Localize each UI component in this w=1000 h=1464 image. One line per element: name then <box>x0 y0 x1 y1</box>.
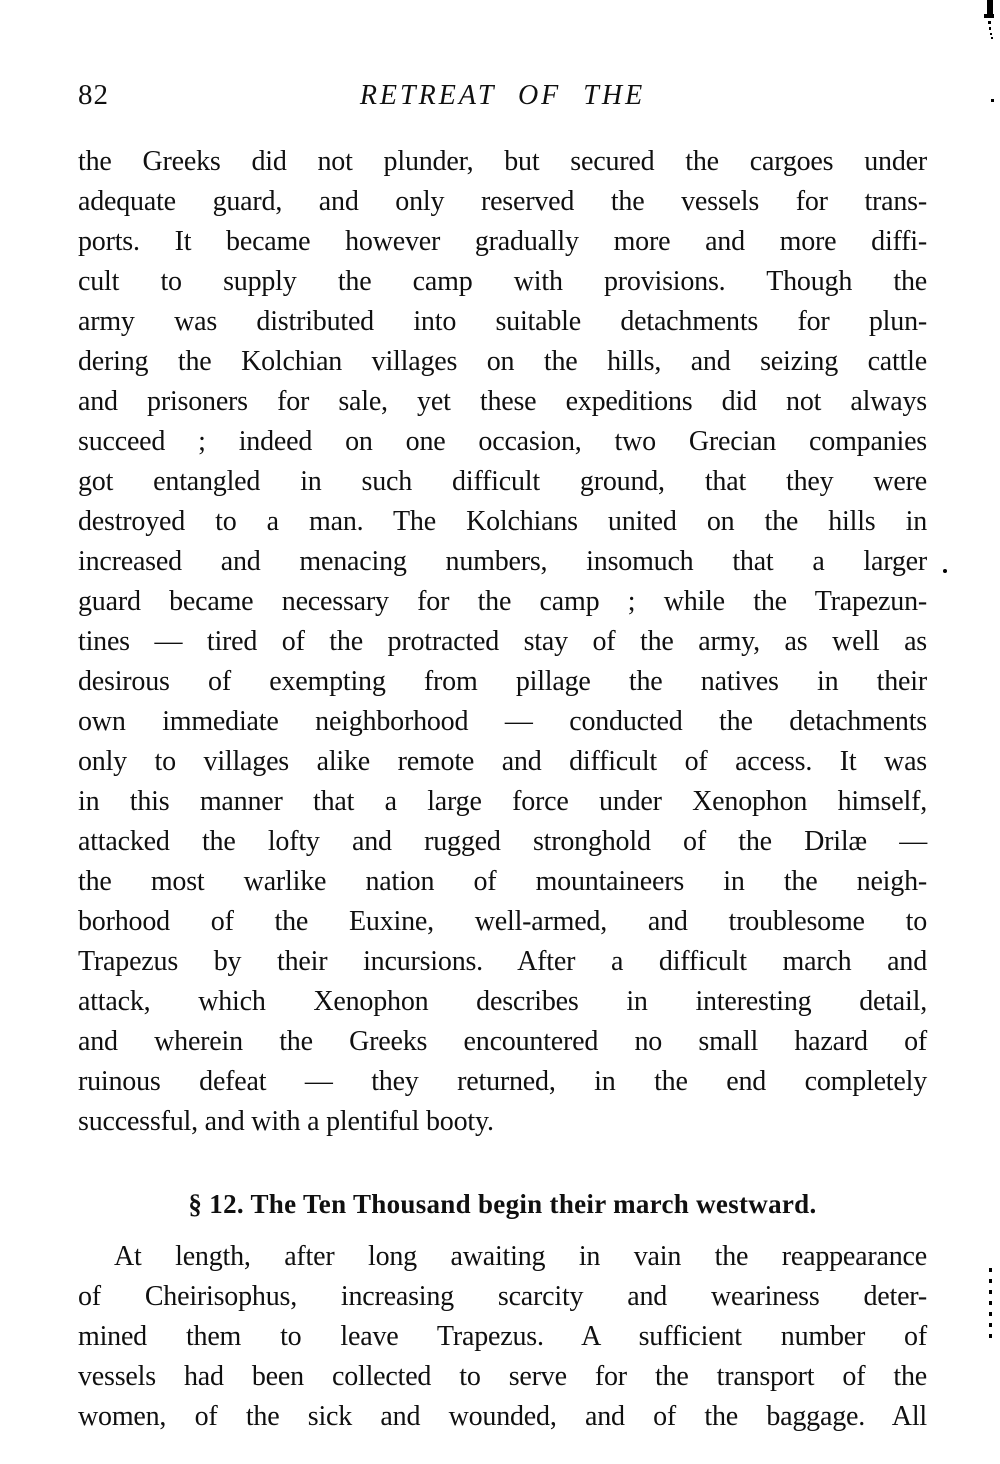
scan-ink-blob-artifact <box>984 14 994 18</box>
page-body <box>78 142 927 1437</box>
paragraph-1 <box>78 142 927 1142</box>
text-line: attack, which Xenophon describes in interesting detail, <box>78 986 927 1017</box>
page-header <box>78 79 927 113</box>
text-line: only to villages alike remote and difficult of access. It was <box>78 746 927 777</box>
text-line: attacked the lofty and rugged stronghold of the Drilæ — <box>78 826 927 857</box>
text-line: increased and menacing numbers, insomuch that a larger <box>78 546 927 577</box>
paragraph-2 <box>78 1237 927 1437</box>
section-heading: § 12. The Ten Thousand begin their march westward. <box>188 1189 817 1219</box>
text-line: destroyed to a man. The Kolchians united on the hills in <box>78 506 927 537</box>
text-line: At length, after long awaiting in vain the reappearance <box>114 1241 927 1272</box>
text-line: tines — tired of the protracted stay of the army, as well as <box>78 626 927 657</box>
text-line: army was distributed into suitable detachments for plun- <box>78 306 927 337</box>
text-line: cult to supply the camp with provisions. Though the <box>78 266 927 297</box>
scan-dashed-line-artifact <box>989 1268 992 1340</box>
text-line: successful, and with a plentiful booty. <box>78 1106 494 1137</box>
text-line: ports. It became however gradually more and more diffi- <box>78 226 927 257</box>
scan-speck-artifact <box>943 569 947 573</box>
scan-speck-artifact <box>991 37 993 39</box>
text-line: desirous of exempting from pillage the natives in their <box>78 666 927 697</box>
text-line: women, of the sick and wounded, and of the baggage. All <box>78 1401 927 1432</box>
text-line: and wherein the Greeks encountered no small hazard of <box>78 1026 927 1057</box>
scan-speck-artifact <box>990 33 992 35</box>
text-line: guard became necessary for the camp ; while the Trapezun- <box>78 586 927 617</box>
running-header-title: RETREAT OF THE <box>359 80 646 111</box>
text-line: ruinous defeat — they returned, in the end completely <box>78 1066 927 1097</box>
text-line: vessels had been collected to serve for the transport of the <box>78 1361 927 1392</box>
text-line: the Greeks did not plunder, but secured the cargoes under <box>78 146 927 177</box>
text-line: got entangled in such difficult ground, that they were <box>78 466 927 497</box>
text-line: borhood of the Euxine, well-armed, and troublesome to <box>78 906 927 937</box>
scan-speck-artifact <box>991 99 994 102</box>
text-line: of Cheirisophus, increasing scarcity and weariness deter- <box>78 1281 927 1312</box>
scan-ink-blob-artifact <box>987 0 993 15</box>
text-line: dering the Kolchian villages on the hills, and seizing cattle <box>78 346 927 377</box>
text-line: succeed ; indeed on one occasion, two Grecian companies <box>78 426 927 457</box>
scan-speck-artifact <box>988 21 991 24</box>
text-line: mined them to leave Trapezus. A sufficient number of <box>78 1321 927 1352</box>
text-line: and prisoners for sale, yet these expeditions did not always <box>78 386 927 417</box>
scan-speck-artifact <box>989 27 991 30</box>
text-line: in this manner that a large force under Xenophon himself, <box>78 786 927 817</box>
text-line: adequate guard, and only reserved the vessels for trans- <box>78 186 927 217</box>
page-number: 82 <box>78 79 109 111</box>
text-line: Trapezus by their incursions. After a difficult march and <box>78 946 927 977</box>
text-line: own immediate neighborhood — conducted the detachments <box>78 706 927 737</box>
text-line: the most warlike nation of mountaineers in the neigh- <box>78 866 927 897</box>
